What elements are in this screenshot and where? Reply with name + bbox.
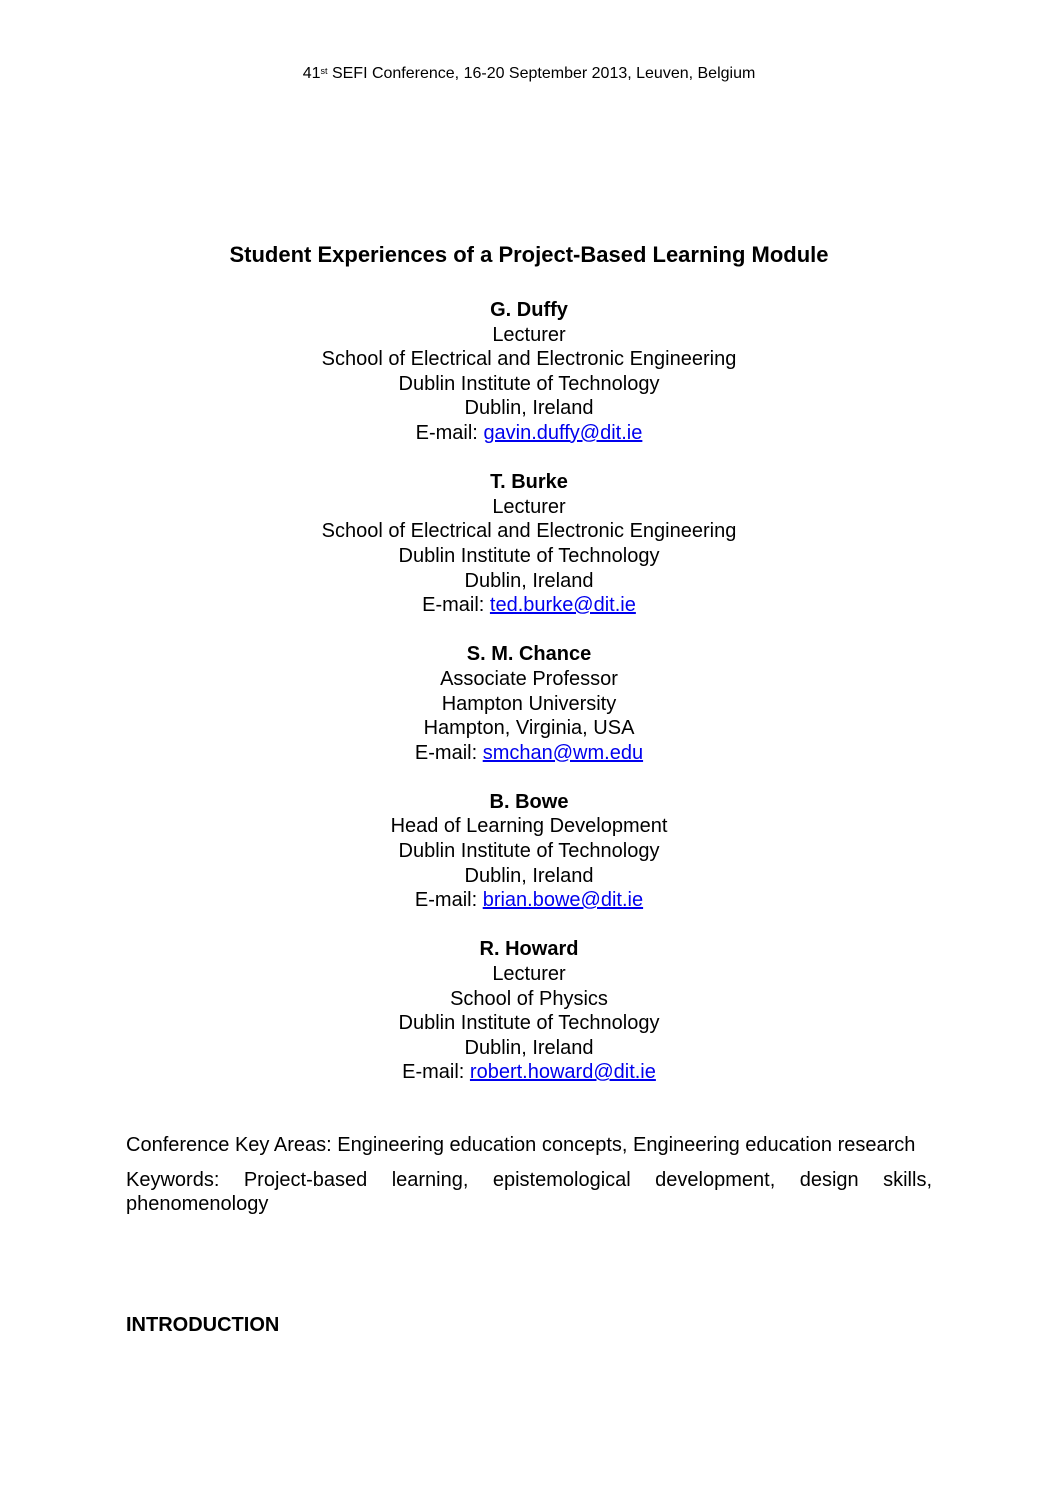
author-email-line [0,741,1058,766]
author-location: Dublin, Ireland [464,1036,594,1059]
author-position: Lecturer [492,323,566,346]
email-label: E-mail: [414,889,483,912]
author-location: Dublin, Ireland [464,397,594,420]
author-school: School of Electrical and Electronic Engineering [321,520,737,543]
running-header [0,64,1058,84]
author-block [0,642,1058,765]
author-location: Hampton, Virginia, USA [423,717,635,740]
author-email-line [0,593,1058,618]
author-position: Head of Learning Development [390,815,668,838]
author-email-line [0,1060,1058,1085]
author-block [0,470,1058,618]
email-label: E-mail: [422,594,490,617]
email-link[interactable]: brian.bowe@dit.ie [482,889,644,912]
paper-title: Student Experiences of a Project-Based Learning Module [229,242,829,267]
conference-number: 41 [302,65,321,82]
author-institution: Hampton University [441,692,617,715]
ordinal-suffix: st [320,66,328,76]
author-location: Dublin, Ireland [464,864,594,887]
author-name: R. Howard [479,938,579,961]
email-link[interactable]: ted.burke@dit.ie [489,594,636,617]
author-institution: Dublin Institute of Technology [398,372,660,395]
conference-key-areas: Conference Key Areas: Engineering education concepts, Engineering education research [126,1134,916,1156]
author-institution: Dublin Institute of Technology [398,1012,660,1035]
author-name: B. Bowe [489,790,569,813]
keywords: Keywords: Project-based learning, epistemological development, design skills, phenomenology [126,1168,932,1216]
author-school: School of Physics [450,987,608,1010]
email-label: E-mail: [402,1061,470,1084]
email-link[interactable]: gavin.duffy@dit.ie [483,421,643,444]
author-block [0,298,1058,446]
author-institution: Dublin Institute of Technology [398,840,660,863]
author-position: Lecturer [492,495,566,518]
author-institution: Dublin Institute of Technology [398,544,660,567]
author-name: T. Burke [490,471,568,494]
author-email-line [0,421,1058,446]
email-label: E-mail: [414,741,483,764]
author-school: School of Electrical and Electronic Engineering [321,348,737,371]
paper-metadata [126,1133,932,1227]
author-block [0,937,1058,1085]
email-link[interactable]: smchan@wm.edu [482,741,644,764]
conference-details: SEFI Conference, 16-20 September 2013, Leuven, Belgium [327,65,756,82]
author-position: Associate Professor [440,667,618,690]
email-label: E-mail: [415,421,484,444]
author-email-line [0,888,1058,913]
section-heading-introduction: INTRODUCTION [126,1314,280,1336]
author-list [0,298,1058,1110]
author-position: Lecturer [492,963,566,986]
author-location: Dublin, Ireland [464,569,594,592]
author-name: S. M. Chance [466,643,592,666]
author-name: G. Duffy [490,299,568,321]
email-link[interactable]: robert.howard@dit.ie [469,1061,656,1084]
author-block [0,790,1058,913]
